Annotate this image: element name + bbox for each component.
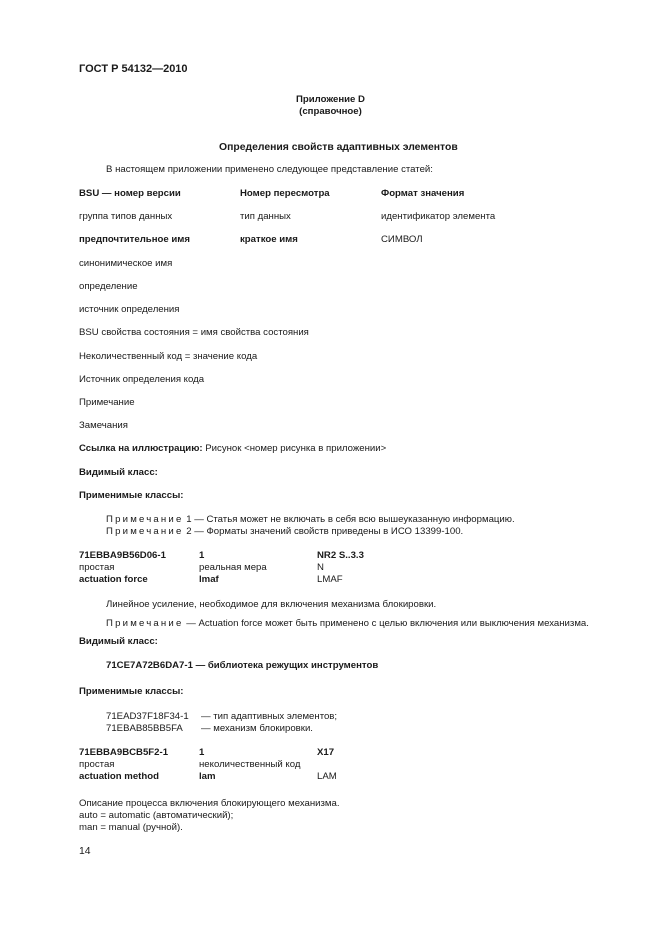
note-word: Примечание: [106, 526, 184, 537]
entry1-definition: Линейное усиление, необходимое для включения механизма блокировки.: [106, 599, 437, 610]
applicable-classes-label: Применимые классы:: [79, 490, 184, 501]
entry2-definition: Описание процесса включения блокирующего механизма.: [79, 798, 340, 809]
template-group: группа типов данных: [79, 211, 173, 222]
template-line: определение: [79, 281, 138, 292]
template-line: Замечания: [79, 420, 128, 431]
note-text: 1 — Статья может не включать в себя всю вышеуказанную информацию.: [186, 514, 515, 525]
entry1-bsu: 71EBBA9B56D06-1: [79, 550, 166, 561]
entry2-datatype: неколичественный код: [199, 759, 301, 770]
template-line: BSU свойства состояния = имя свойства состояния: [79, 327, 309, 338]
entry1-short: lmaf: [199, 574, 219, 585]
entry1-ident: N: [317, 562, 324, 573]
entry2-revision: 1: [199, 747, 205, 758]
entry2-code: man = manual (ручной).: [79, 822, 183, 833]
template-line: Примечание: [79, 397, 135, 408]
note-word: Примечание: [106, 514, 184, 525]
applicable-class-code: 71EAD37F18F34-1: [106, 711, 189, 722]
illustration-label: Ссылка на иллюстрацию:: [79, 443, 203, 454]
standard-header: ГОСТ Р 54132—2010: [79, 63, 188, 75]
note-text: 2 — Форматы значений свойств приведены в ИСО 13399-100.: [186, 526, 464, 537]
entry1-symbol: LMAF: [317, 574, 343, 585]
intro-text: В настоящем приложении применено следующее представление статей:: [106, 164, 433, 175]
illustration-reference: [79, 443, 386, 454]
entry2-short: lam: [199, 771, 216, 782]
entry2-name: actuation method: [79, 771, 159, 782]
entry1-visible-class-value: 71CE7A72B6DA7-1 — библиотека режущих инструментов: [106, 660, 379, 671]
template-revision: Номер пересмотра: [240, 188, 330, 199]
applicable-class-desc: — тип адаптивных элементов;: [201, 711, 338, 722]
template-preferred-name: предпочтительное имя: [79, 234, 190, 245]
entry1-visible-class-label: Видимый класс:: [79, 636, 158, 647]
template-short-name: краткое имя: [240, 234, 298, 245]
template-note-2: [106, 526, 463, 537]
annex-title: Приложение D: [296, 94, 365, 105]
entry2-group: простая: [79, 759, 115, 770]
template-symbol: СИМВОЛ: [381, 234, 423, 245]
applicable-class-desc: — механизм блокировки.: [201, 723, 313, 734]
entry2-code: auto = automatic (автоматический);: [79, 810, 234, 821]
template-line: Источник определения кода: [79, 374, 205, 385]
applicable-class-code: 71EBAB85BB5FA: [106, 723, 183, 734]
template-line: синонимическое имя: [79, 258, 173, 269]
entry1-revision: 1: [199, 550, 205, 561]
entry2-symbol: LAM: [317, 771, 337, 782]
section-title: Определения свойств адаптивных элементов: [219, 142, 458, 153]
entry1-group: простая: [79, 562, 115, 573]
template-bsu: BSU — номер версии: [79, 188, 181, 199]
template-note-1: [106, 514, 515, 525]
template-datatype: тип данных: [240, 211, 291, 222]
template-format: Формат значения: [381, 188, 465, 199]
template-ident: идентификатор элемента: [381, 211, 496, 222]
entry1-format: NR2 S..3.3: [317, 550, 364, 561]
page-number: 14: [79, 846, 91, 857]
entry2-format: X17: [317, 747, 335, 758]
visible-class-label: Видимый класс:: [79, 467, 158, 478]
template-line: источник определения: [79, 304, 180, 315]
note-word: Примечание: [106, 618, 184, 629]
entry2-bsu: 71EBBA9BCB5F2-1: [79, 747, 169, 758]
entry1-note: [106, 618, 589, 629]
template-line: Неколичественный код = значение кода: [79, 351, 258, 362]
note-text: — Actuation force может быть применено с целью включения или выключения механизма.: [186, 618, 589, 629]
entry1-name: actuation force: [79, 574, 148, 585]
entry1-applicable-label: Применимые классы:: [79, 686, 184, 697]
illustration-value: Рисунок <номер рисунка в приложении>: [205, 443, 387, 454]
entry1-datatype: реальная мера: [199, 562, 267, 573]
annex-subtitle: (справочное): [299, 106, 362, 117]
